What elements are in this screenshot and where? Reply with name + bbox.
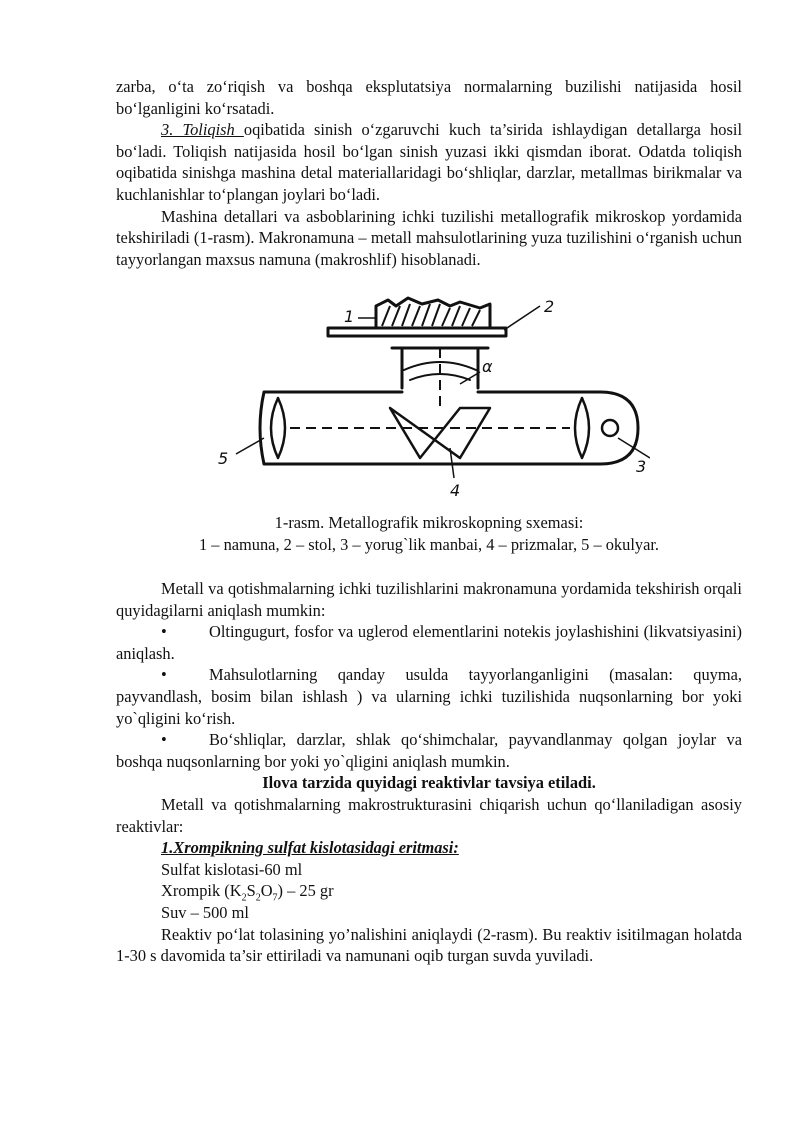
label-5: 5 (218, 449, 229, 468)
lamp-lens (575, 398, 589, 458)
xrompik-s: S (246, 881, 256, 901)
bullet-item-3 (116, 729, 742, 772)
microscope-diagram (160, 288, 650, 503)
reagent-title-text: 1.Xrompikning sulfat kislotasidagi eritmasi: (161, 838, 459, 858)
reagent-water: Suv – 500 ml (161, 902, 249, 922)
text-block-top (116, 76, 742, 270)
bullet-item-2 (116, 664, 742, 729)
label-1: 1 (344, 307, 355, 326)
lamp-bulb (602, 420, 618, 436)
eyepiece-lens (271, 398, 285, 458)
paragraph-4: Metall va qotishmalarning ichki tuzilishlarini makronamuna yordamida tekshirish orqali quyidagilarni aniqlash mumkin: (116, 579, 742, 620)
label-2: 2 (544, 297, 555, 316)
toliqish-heading: 3. Toliqish (161, 120, 244, 140)
bullet-text-1: Oltingugurt, fosfor va uglerod elementlarini notekis joylashishini (likvatsiyasini) aniqlash. (116, 622, 742, 663)
prism-shape (390, 408, 490, 458)
paragraph-2-body: oqibatida sinish o‘zgaruvchi kuch ta’sirida ishlaydigan detallarga hosil bo‘ladi. Toliqish natijasida hosil bo‘lgan sinish yuzasi ikki qismdan iborat. Odatda toliqish oqibatida sinishga mashina detal materiallaridagi bo‘shliqlar, darzlar, metallmas birikmalar va kuchlanishlar to‘plangan joylari bo‘ladi. (116, 120, 742, 204)
reagent-acid: Sulfat kislotasi-60 ml (161, 859, 303, 879)
label-4: 4 (450, 481, 461, 500)
sub-1: 2 (241, 892, 247, 904)
caption-line-1: 1-rasm. Metallografik mikroskopning sxemasi: (274, 513, 584, 532)
sub-2: 2 (255, 892, 261, 904)
text-block-bottom (116, 578, 742, 967)
xrompik-post: ) – 25 gr (277, 881, 334, 901)
reagent-title (116, 837, 742, 859)
paragraph-3: Mashina detallari va asboblarining ichki tuzilishi metallografik mikroskop yordamida tekshiriladi (1-rasm). Makronamuna – metall mahsulotlarining yuza tuzilishini o‘rganish uchun tayyorlangan maxsus namuna (makroshlif) hisoblanadi. (116, 206, 742, 269)
paragraph-6: Reaktiv po‘lat tolasining yo’nalishini aniqlaydi (2-rasm). Bu reaktiv isitilmagan holatda 1-30 s davomida ta’sir ettiriladi va namunani oqib turgan suvda yuviladi. (116, 924, 742, 966)
label-3: 3 (636, 457, 647, 476)
paragraph-5: Metall va qotishmalarning makrostrukturasini chiqarish uchun qo‘llaniladigan asosiy reaktivlar: (116, 794, 742, 836)
section-heading: Ilova tarzida quyidagi reaktivlar tavsiya etiladi. (262, 773, 596, 793)
bullet-text-3: Bo‘shliqlar, darzlar, shlak qo‘shimchalar, payvandlanmay qolgan joylar va boshqa nuqsonlarning bor yoki yo`qligini aniqlash mumkin. (116, 730, 742, 771)
bullet-symbol: • (161, 730, 167, 750)
paragraph-1: zarba, o‘ta zo‘riqish va boshqa eksplutatsiya normalarning buzilishi natijasida hosil bo‘lganligini ko‘rsatadi. (116, 77, 742, 118)
stage-shape (328, 328, 506, 336)
bullet-text-2: Mahsulotlarning qanday usulda tayyorlanganligini (masalan: quyma, payvandlash, bosim bilan ishlash ) va ularning ichki tuzilishida nuqsonlarning bor yoki yo`qligini ko‘rish. (116, 665, 742, 728)
label-alpha: α (482, 357, 493, 376)
bullet-symbol: • (161, 622, 167, 642)
reagent-xrompik (116, 880, 742, 902)
sub-3: 7 (272, 892, 278, 904)
bullet-item-1 (116, 621, 742, 664)
xrompik-pre: Xrompik (K (161, 881, 242, 901)
caption-line-2: 1 – namuna, 2 – stol, 3 – yorug`lik manbai, 4 – prizmalar, 5 – okulyar. (198, 534, 660, 554)
paragraph-2 (116, 119, 742, 205)
xrompik-o: O (260, 881, 273, 901)
figure-caption (116, 512, 742, 555)
bullet-symbol: • (161, 665, 167, 685)
